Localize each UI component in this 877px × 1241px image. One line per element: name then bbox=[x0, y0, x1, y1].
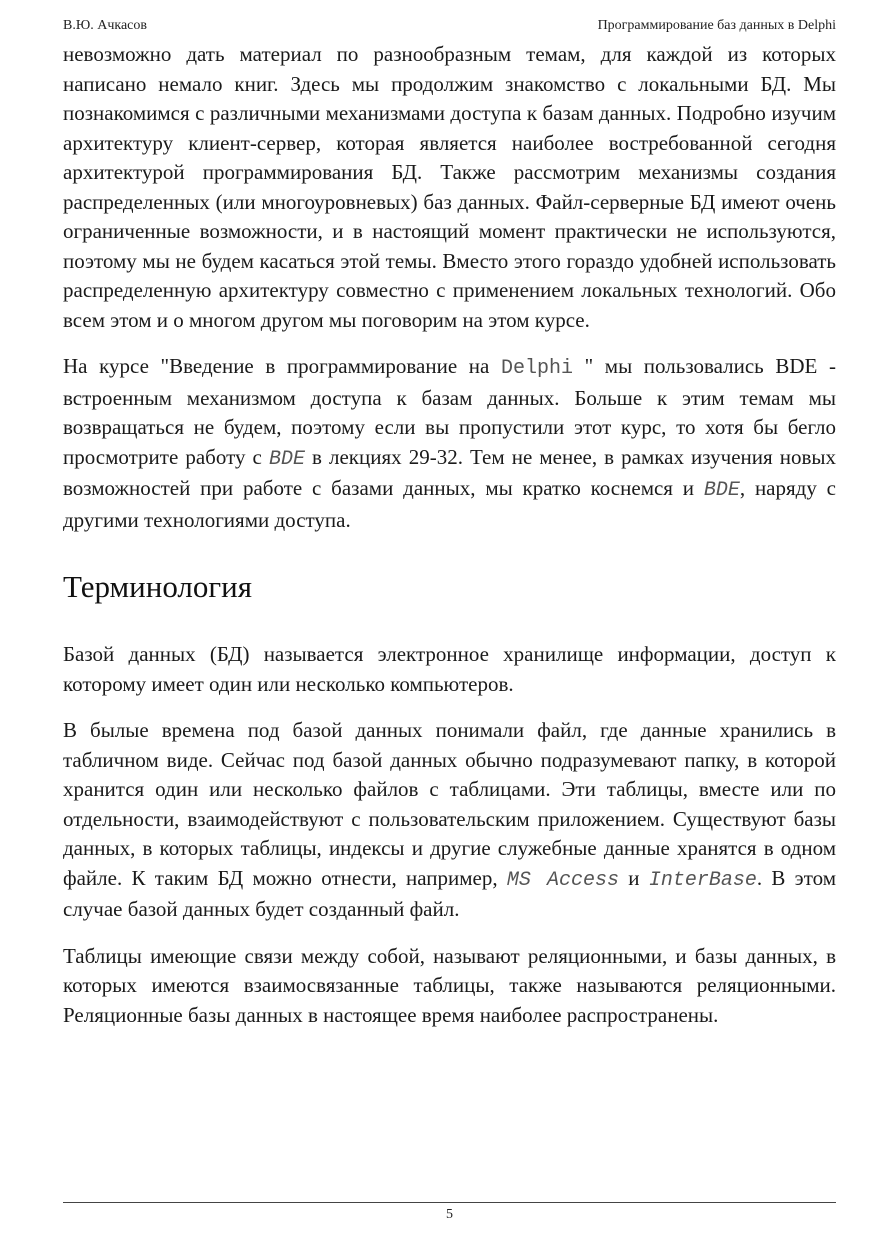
header-course-title: Программирование баз данных в Delphi bbox=[597, 18, 836, 33]
code-bde: BDE bbox=[703, 479, 740, 502]
paragraph-definition: Базой данных (БД) называется электронное хранилище информации, доступ к которому имеет один или несколько компьютеров. bbox=[63, 642, 836, 696]
text-span: В былые времена под базой данных понимали файл, где данные хранились в табличном виде. Сейчас под базой данных обычно подразумевают папку, в которой хранится один или несколько файлов с таблицами. Эти таблицы, вместе или по отдельности, взаимодействуют с пользовательским приложением. Существуют базы данных, в которых таблицы, индексы и другие служебные данные хранятся в одном файле. К таким БД можно отнести, например, bbox=[63, 718, 836, 890]
page-number: 5 bbox=[446, 1207, 453, 1222]
code-delphi: Delphi bbox=[500, 357, 573, 380]
text-span: На курсе "Введение в программирование на bbox=[63, 354, 501, 378]
text-span: в лекциях 29-32. Тем не менее, в рамках изучения новых возможностей при работе с базами данных, мы кратко коснемся и bbox=[63, 444, 837, 500]
text-span: . В этом случае базой данных будет созданный файл. bbox=[63, 865, 836, 921]
code-interbase: InterBase bbox=[648, 868, 757, 892]
text-span: " мы пользовались BDE - встроенным механизмом доступа к базам данных. Больше к этим темам мы возвращаться не будем, поэтому если вы пропустили этот курс, то хотя бы бегло просмотрите работу с bbox=[63, 354, 836, 469]
text-span: , наряду с другими технологиями доступа. bbox=[63, 476, 836, 532]
section-heading-terminology: Терминология bbox=[63, 569, 252, 604]
footer-divider bbox=[63, 1202, 836, 1203]
paragraph-bde bbox=[63, 352, 836, 535]
header-author: В.Ю. Ачкасов bbox=[63, 18, 148, 33]
paragraph-intro: невозможно дать материал по разнообразным темам, для каждой из которых написано немало книг. Здесь мы продолжим знакомство с локальными БД. Мы познакомимся с различными механизмами доступа к базам данных. Подробно изучим архитектуру клиент-сервер, которая является наиболее востребованной сегодня архитектурой программирования БД. Также рассмотрим механизмы создания распределенных (или многоуровневых) баз данных. Файл-серверные БД имеют очень ограниченные возможности, и в настоящий момент практически не используются, поэтому мы не будем касаться этой темы. Вместо этого гораздо удобней использовать распределенную архитектуру совместно с применением локальных технологий. Обо всем этом и о многом другом мы поговорим на этом курсе. bbox=[63, 42, 836, 332]
paragraph-history bbox=[63, 716, 836, 925]
code-ms-access: MS Access bbox=[506, 868, 619, 892]
document-page bbox=[63, 0, 836, 1241]
running-header bbox=[63, 16, 836, 36]
code-bde: BDE bbox=[268, 447, 305, 471]
document-body bbox=[63, 40, 836, 1047]
paragraph-relational: Таблицы имеющие связи между собой, называют реляционными, и базы данных, в которых имеются взаимосвязанные таблицы, также называются реляционными. Реляционные базы данных в настоящее время наиболее распространены. bbox=[63, 943, 836, 1027]
text-span: и bbox=[618, 865, 649, 890]
